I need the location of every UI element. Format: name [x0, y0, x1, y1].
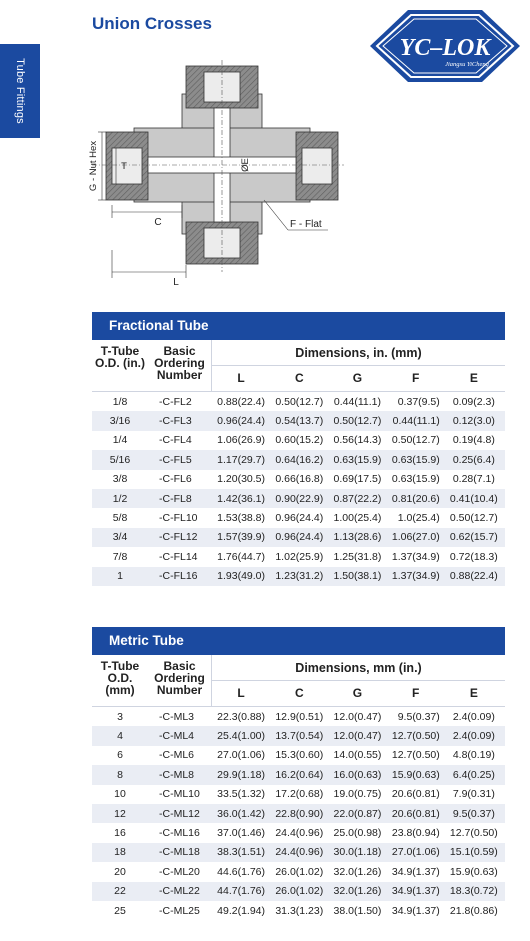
cell-f: 0.63(15.9)	[391, 453, 440, 466]
cell-l: 25.4(1.00)	[217, 730, 266, 743]
cell-ordering-number: -C-ML8	[159, 768, 195, 781]
cell-ordering-number: -C-FL6	[159, 473, 192, 486]
cell-l: 1.20(30.5)	[217, 473, 266, 486]
col-header-c: C	[294, 686, 304, 700]
table-row	[92, 489, 505, 508]
cell-tube-od: 22	[114, 885, 126, 898]
cell-ordering-number: -C-FL5	[159, 453, 192, 466]
label-f-flat: F - Flat	[290, 219, 322, 230]
table-row	[92, 431, 505, 450]
cell-c: 0.60(15.2)	[275, 434, 324, 447]
cell-e: 21.8(0.86)	[449, 904, 498, 917]
table-row	[92, 804, 505, 823]
cell-g: 1.25(31.8)	[333, 550, 382, 563]
cell-tube-od: 3	[117, 710, 123, 723]
cell-tube-od: 4	[117, 730, 123, 743]
cell-l: 0.96(24.4)	[217, 415, 266, 428]
cell-g: 32.0(1.26)	[333, 865, 382, 878]
table-row	[92, 726, 505, 745]
page-title: Union Crosses	[92, 14, 212, 33]
cell-l: 1.76(44.7)	[217, 550, 266, 563]
cell-f: 20.6(0.81)	[391, 807, 440, 820]
cell-e: 0.62(15.7)	[449, 531, 498, 544]
cell-ordering-number: -C-FL16	[159, 570, 198, 583]
table-body	[92, 707, 505, 920]
cell-g: 0.87(22.2)	[333, 492, 382, 505]
table-row	[92, 746, 505, 765]
cell-g: 14.0(0.55)	[333, 749, 382, 762]
dimension-columns	[212, 366, 505, 391]
cell-f: 9.5(0.37)	[397, 710, 440, 723]
cell-e: 0.50(12.7)	[449, 512, 498, 525]
cell-g: 32.0(1.26)	[333, 885, 382, 898]
cell-e: 0.88(22.4)	[449, 570, 498, 583]
cell-f: 23.8(0.94)	[391, 827, 440, 840]
cell-ordering-number: -C-FL14	[159, 550, 198, 563]
cell-c: 17.2(0.68)	[275, 788, 324, 801]
cell-f: 0.37(9.5)	[397, 395, 440, 408]
metric-tube-table	[92, 627, 505, 920]
cell-tube-od: 12	[114, 807, 126, 820]
cell-l: 37.0(1.46)	[217, 827, 266, 840]
cell-ordering-number: -C-FL12	[159, 531, 198, 544]
cell-c: 13.7(0.54)	[275, 730, 324, 743]
table-row	[92, 785, 505, 804]
cell-g: 38.0(1.50)	[333, 904, 382, 917]
cell-g: 0.63(15.9)	[333, 453, 382, 466]
cell-tube-od: 1/8	[112, 395, 128, 408]
cell-f: 0.50(12.7)	[391, 434, 440, 447]
cell-l: 1.53(38.8)	[217, 512, 266, 525]
cell-tube-od: 25	[114, 904, 126, 917]
cell-l: 44.7(1.76)	[217, 885, 266, 898]
cell-ordering-number: -C-ML6	[159, 749, 195, 762]
cell-c: 12.9(0.51)	[275, 710, 324, 723]
table-row	[92, 901, 505, 920]
cell-f: 1.06(27.0)	[391, 531, 440, 544]
cell-f: 0.63(15.9)	[391, 473, 440, 486]
cell-e: 0.09(2.3)	[452, 395, 495, 408]
cell-tube-od: 8	[117, 768, 123, 781]
table-row	[92, 862, 505, 881]
col-header-ordering-number: Basic Ordering Number	[148, 655, 212, 706]
cell-tube-od: 10	[114, 788, 126, 801]
cell-c: 0.90(22.9)	[275, 492, 324, 505]
cell-tube-od: 18	[114, 846, 126, 859]
cell-f: 12.7(0.50)	[391, 749, 440, 762]
cell-g: 1.13(28.6)	[333, 531, 382, 544]
cell-ordering-number: -C-ML25	[159, 904, 200, 917]
cell-l: 38.3(1.51)	[217, 846, 266, 859]
cell-c: 0.50(12.7)	[275, 395, 324, 408]
cell-f: 0.81(20.6)	[391, 492, 440, 505]
cell-e: 15.9(0.63)	[449, 865, 498, 878]
table-title: Metric Tube	[92, 627, 505, 655]
section-tab-tube-fittings[interactable]	[0, 44, 40, 138]
table-title: Fractional Tube	[92, 312, 505, 340]
cell-g: 0.50(12.7)	[333, 415, 382, 428]
label-t: T	[121, 161, 127, 172]
cell-tube-od: 20	[114, 865, 126, 878]
cell-l: 22.3(0.88)	[217, 710, 266, 723]
cell-f: 0.44(11.1)	[392, 415, 440, 428]
cell-f: 1.37(34.9)	[391, 570, 440, 583]
yc-lok-logo	[366, 6, 524, 86]
cell-tube-od: 1/4	[112, 434, 128, 447]
fractional-tube-table	[92, 312, 505, 586]
cell-c: 1.23(31.2)	[275, 570, 324, 583]
col-header-g: G	[352, 686, 363, 700]
cell-g: 1.50(38.1)	[333, 570, 382, 583]
cell-ordering-number: -C-FL8	[159, 492, 192, 505]
union-cross-drawing	[88, 60, 348, 285]
cell-g: 12.0(0.47)	[333, 710, 382, 723]
cell-c: 0.64(16.2)	[275, 453, 324, 466]
cell-f: 1.0(25.4)	[397, 512, 440, 525]
cell-tube-od: 6	[117, 749, 123, 762]
cell-l: 44.6(1.76)	[217, 865, 266, 878]
table-row	[92, 411, 505, 430]
cell-l: 1.17(29.7)	[217, 453, 266, 466]
cell-tube-od: 3/16	[109, 415, 131, 428]
cell-ordering-number: -C-FL4	[159, 434, 192, 447]
cell-l: 1.06(26.9)	[217, 434, 266, 447]
cell-c: 0.54(13.7)	[275, 415, 324, 428]
cell-e: 0.72(18.3)	[449, 550, 498, 563]
cell-ordering-number: -C-ML18	[159, 846, 200, 859]
svg-text:Jiangsu YiCheng: Jiangsu YiCheng	[445, 61, 489, 68]
table-row	[92, 547, 505, 566]
cell-e: 0.41(10.4)	[449, 492, 498, 505]
cell-e: 2.4(0.09)	[452, 730, 495, 743]
table-row	[92, 508, 505, 527]
col-header-tube-od: T-Tube O.D. (mm)	[100, 659, 140, 697]
cell-g: 25.0(0.98)	[333, 827, 382, 840]
cell-c: 0.66(16.8)	[275, 473, 324, 486]
table-row	[92, 823, 505, 842]
cell-g: 22.0(0.87)	[333, 807, 382, 820]
cell-l: 29.9(1.18)	[217, 768, 266, 781]
cell-g: 0.69(17.5)	[333, 473, 382, 486]
cell-c: 26.0(1.02)	[275, 885, 324, 898]
cell-c: 15.3(0.60)	[275, 749, 324, 762]
cell-c: 31.3(1.23)	[275, 904, 324, 917]
cell-e: 15.1(0.59)	[449, 846, 498, 859]
cell-g: 1.00(25.4)	[333, 512, 382, 525]
svg-text:YC–LOK: YC–LOK	[399, 35, 491, 61]
label-g-nut-hex: G - Nut Hex	[88, 140, 99, 192]
col-header-l: L	[237, 686, 245, 700]
cell-l: 1.57(39.9)	[217, 531, 266, 544]
cell-tube-od: 5/16	[109, 453, 131, 466]
cell-tube-od: 7/8	[112, 550, 128, 563]
table-row	[92, 450, 505, 469]
cell-c: 0.96(24.4)	[275, 531, 324, 544]
dimension-columns	[212, 681, 505, 706]
cell-c: 24.4(0.96)	[275, 827, 324, 840]
label-e: ØE	[240, 158, 251, 172]
cell-f: 1.37(34.9)	[391, 550, 440, 563]
cell-e: 0.25(6.4)	[452, 453, 495, 466]
cell-ordering-number: -C-ML10	[159, 788, 200, 801]
cell-c: 16.2(0.64)	[275, 768, 324, 781]
col-header-f: F	[411, 371, 420, 385]
cell-e: 2.4(0.09)	[452, 710, 495, 723]
cell-e: 7.9(0.31)	[452, 788, 495, 801]
cell-l: 33.5(1.32)	[217, 788, 266, 801]
cell-l: 36.0(1.42)	[217, 807, 266, 820]
cell-ordering-number: -C-ML4	[159, 730, 195, 743]
table-row	[92, 567, 505, 586]
cell-ordering-number: -C-ML16	[159, 827, 200, 840]
cell-l: 27.0(1.06)	[217, 749, 266, 762]
cell-g: 19.0(0.75)	[333, 788, 382, 801]
table-row	[92, 707, 505, 726]
cell-e: 0.19(4.8)	[452, 434, 495, 447]
cell-c: 26.0(1.02)	[275, 865, 324, 878]
cell-ordering-number: -C-FL3	[159, 415, 192, 428]
cell-g: 12.0(0.47)	[333, 730, 382, 743]
cell-ordering-number: -C-FL10	[159, 512, 198, 525]
cell-tube-od: 3/4	[112, 531, 128, 544]
cell-f: 34.9(1.37)	[391, 885, 440, 898]
cell-ordering-number: -C-ML12	[159, 807, 200, 820]
cell-f: 34.9(1.37)	[391, 865, 440, 878]
table-body	[92, 392, 505, 586]
cell-e: 0.28(7.1)	[452, 473, 495, 486]
cell-l: 1.93(49.0)	[217, 570, 266, 583]
section-tab-label: Tube Fittings	[14, 58, 26, 124]
col-header-g: G	[352, 371, 363, 385]
cell-e: 9.5(0.37)	[452, 807, 495, 820]
cell-c: 0.96(24.4)	[275, 512, 324, 525]
cell-e: 0.12(3.0)	[452, 415, 495, 428]
cell-ordering-number: -C-FL2	[159, 395, 192, 408]
table-row	[92, 528, 505, 547]
table-row	[92, 392, 505, 411]
cell-tube-od: 3/8	[112, 473, 128, 486]
cell-f: 12.7(0.50)	[391, 730, 440, 743]
cell-g: 0.44(11.1)	[333, 395, 382, 408]
cell-c: 22.8(0.90)	[275, 807, 324, 820]
cell-tube-od: 16	[114, 827, 126, 840]
cell-l: 0.88(22.4)	[217, 395, 266, 408]
col-header-e: E	[469, 371, 478, 385]
col-header-e: E	[469, 686, 478, 700]
table-row	[92, 470, 505, 489]
cell-e: 6.4(0.25)	[452, 768, 495, 781]
cell-tube-od: 1/2	[112, 492, 128, 505]
table-row	[92, 882, 505, 901]
cell-l: 1.42(36.1)	[217, 492, 266, 505]
cell-f: 20.6(0.81)	[391, 788, 440, 801]
col-header-f: F	[411, 686, 420, 700]
table-row	[92, 843, 505, 862]
cell-tube-od: 1	[117, 570, 123, 583]
col-header-tube-od: T-Tube O.D. (in.)	[95, 344, 145, 370]
cell-c: 1.02(25.9)	[275, 550, 324, 563]
label-l: L	[173, 277, 179, 285]
cell-g: 0.56(14.3)	[333, 434, 382, 447]
cell-g: 30.0(1.18)	[333, 846, 382, 859]
col-header-c: C	[294, 371, 304, 385]
col-header-ordering-number: Basic Ordering Number	[148, 340, 212, 391]
cell-f: 15.9(0.63)	[391, 768, 440, 781]
col-header-l: L	[237, 371, 245, 385]
cell-f: 27.0(1.06)	[391, 846, 440, 859]
cell-ordering-number: -C-ML20	[159, 865, 200, 878]
cell-ordering-number: -C-ML22	[159, 885, 200, 898]
cell-tube-od: 5/8	[112, 512, 128, 525]
cell-l: 49.2(1.94)	[217, 904, 266, 917]
cell-f: 34.9(1.37)	[391, 904, 440, 917]
label-c: C	[154, 217, 162, 228]
dimensions-header: Dimensions, in. (mm)	[212, 340, 505, 366]
cell-c: 24.4(0.96)	[275, 846, 324, 859]
cell-e: 4.8(0.19)	[452, 749, 495, 762]
cell-ordering-number: -C-ML3	[159, 710, 195, 723]
cell-g: 16.0(0.63)	[333, 768, 382, 781]
cell-e: 18.3(0.72)	[449, 885, 498, 898]
table-row	[92, 765, 505, 784]
cell-e: 12.7(0.50)	[449, 827, 498, 840]
dimensions-header: Dimensions, mm (in.)	[212, 655, 505, 681]
